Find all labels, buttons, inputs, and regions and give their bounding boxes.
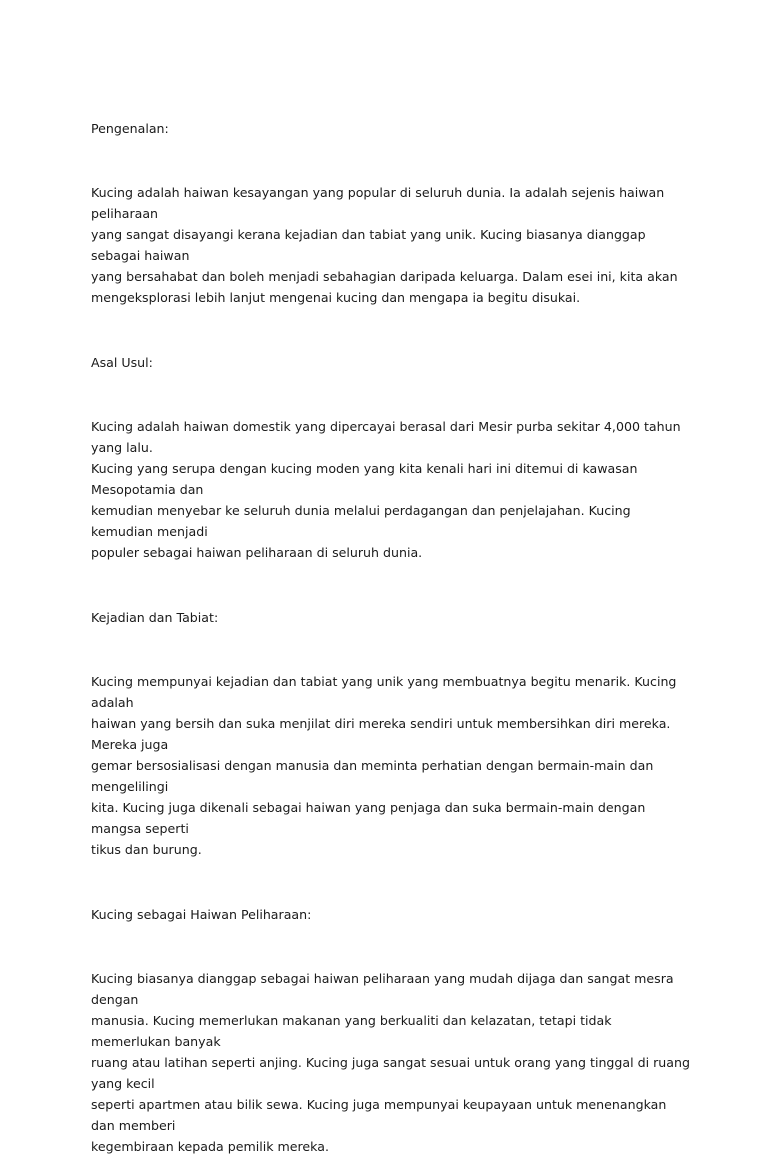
paragraph-line: kegembiraan kepada pemilik mereka.: [91, 1139, 329, 1154]
section-kejadian-dan-tabiat: [91, 607, 691, 904]
paragraph-line: mengeksplorasi lebih lanjut mengenai kucing dan mengapa ia begitu disukai.: [91, 290, 581, 305]
paragraph-line: haiwan yang bersih dan suka menjilat diri mereka sendiri untuk membersihkan diri mereka. Mereka juga: [91, 716, 671, 752]
paragraph-line: populer sebagai haiwan peliharaan di seluruh dunia.: [91, 545, 423, 560]
section-paragraph: [91, 182, 691, 308]
section-paragraph: [91, 671, 691, 860]
section-heading: Asal Usul:: [91, 355, 153, 370]
section-asal-usul: [91, 352, 691, 607]
section-kucing-sebagai-haiwan-peliharaan: [91, 904, 691, 1157]
section-paragraph: [91, 416, 691, 563]
paragraph-line: yang sangat disayangi kerana kejadian dan tabiat yang unik. Kucing biasanya dianggap sebagai haiwan: [91, 227, 646, 263]
paragraph-line: ruang atau latihan seperti anjing. Kucing juga sangat sesuai untuk orang yang tinggal di ruang yang kecil: [91, 1055, 690, 1091]
paragraph-line: Kucing adalah haiwan kesayangan yang popular di seluruh dunia. Ia adalah sejenis haiwan peliharaan: [91, 185, 665, 221]
paragraph-line: kemudian menyebar ke seluruh dunia melalui perdagangan dan penjelajahan. Kucing kemudian menjadi: [91, 503, 631, 539]
paragraph-line: manusia. Kucing memerlukan makanan yang berkualiti dan kelazatan, tetapi tidak memerlukan banyak: [91, 1013, 612, 1049]
paragraph-line: gemar bersosialisasi dengan manusia dan meminta perhatian dengan bermain-main dan mengelilingi: [91, 758, 654, 794]
section-heading: Pengenalan:: [91, 121, 169, 136]
paragraph-line: Kucing yang serupa dengan kucing moden yang kita kenali hari ini ditemui di kawasan Mesopotamia dan: [91, 461, 638, 497]
section-heading: Kejadian dan Tabiat:: [91, 610, 219, 625]
paragraph-line: Kucing mempunyai kejadian dan tabiat yang unik yang membuatnya begitu menarik. Kucing adalah: [91, 674, 677, 710]
paragraph-line: kita. Kucing juga dikenali sebagai haiwan yang penjaga dan suka bermain-main dengan mangsa seperti: [91, 800, 646, 836]
paragraph-line: tikus dan burung.: [91, 842, 202, 857]
section-heading: Kucing sebagai Haiwan Peliharaan:: [91, 907, 312, 922]
document-body: [91, 118, 691, 1157]
paragraph-line: yang bersahabat dan boleh menjadi sebahagian daripada keluarga. Dalam esei ini, kita akan: [91, 269, 678, 284]
section-pengenalan: [91, 118, 691, 352]
section-paragraph: [91, 968, 691, 1157]
paragraph-line: Kucing biasanya dianggap sebagai haiwan peliharaan yang mudah dijaga dan sangat mesra dengan: [91, 971, 674, 1007]
paragraph-line: Kucing adalah haiwan domestik yang dipercayai berasal dari Mesir purba sekitar 4,000 tahun yang lalu.: [91, 419, 681, 455]
paragraph-line: seperti apartmen atau bilik sewa. Kucing juga mempunyai keupayaan untuk menenangkan dan memberi: [91, 1097, 667, 1133]
